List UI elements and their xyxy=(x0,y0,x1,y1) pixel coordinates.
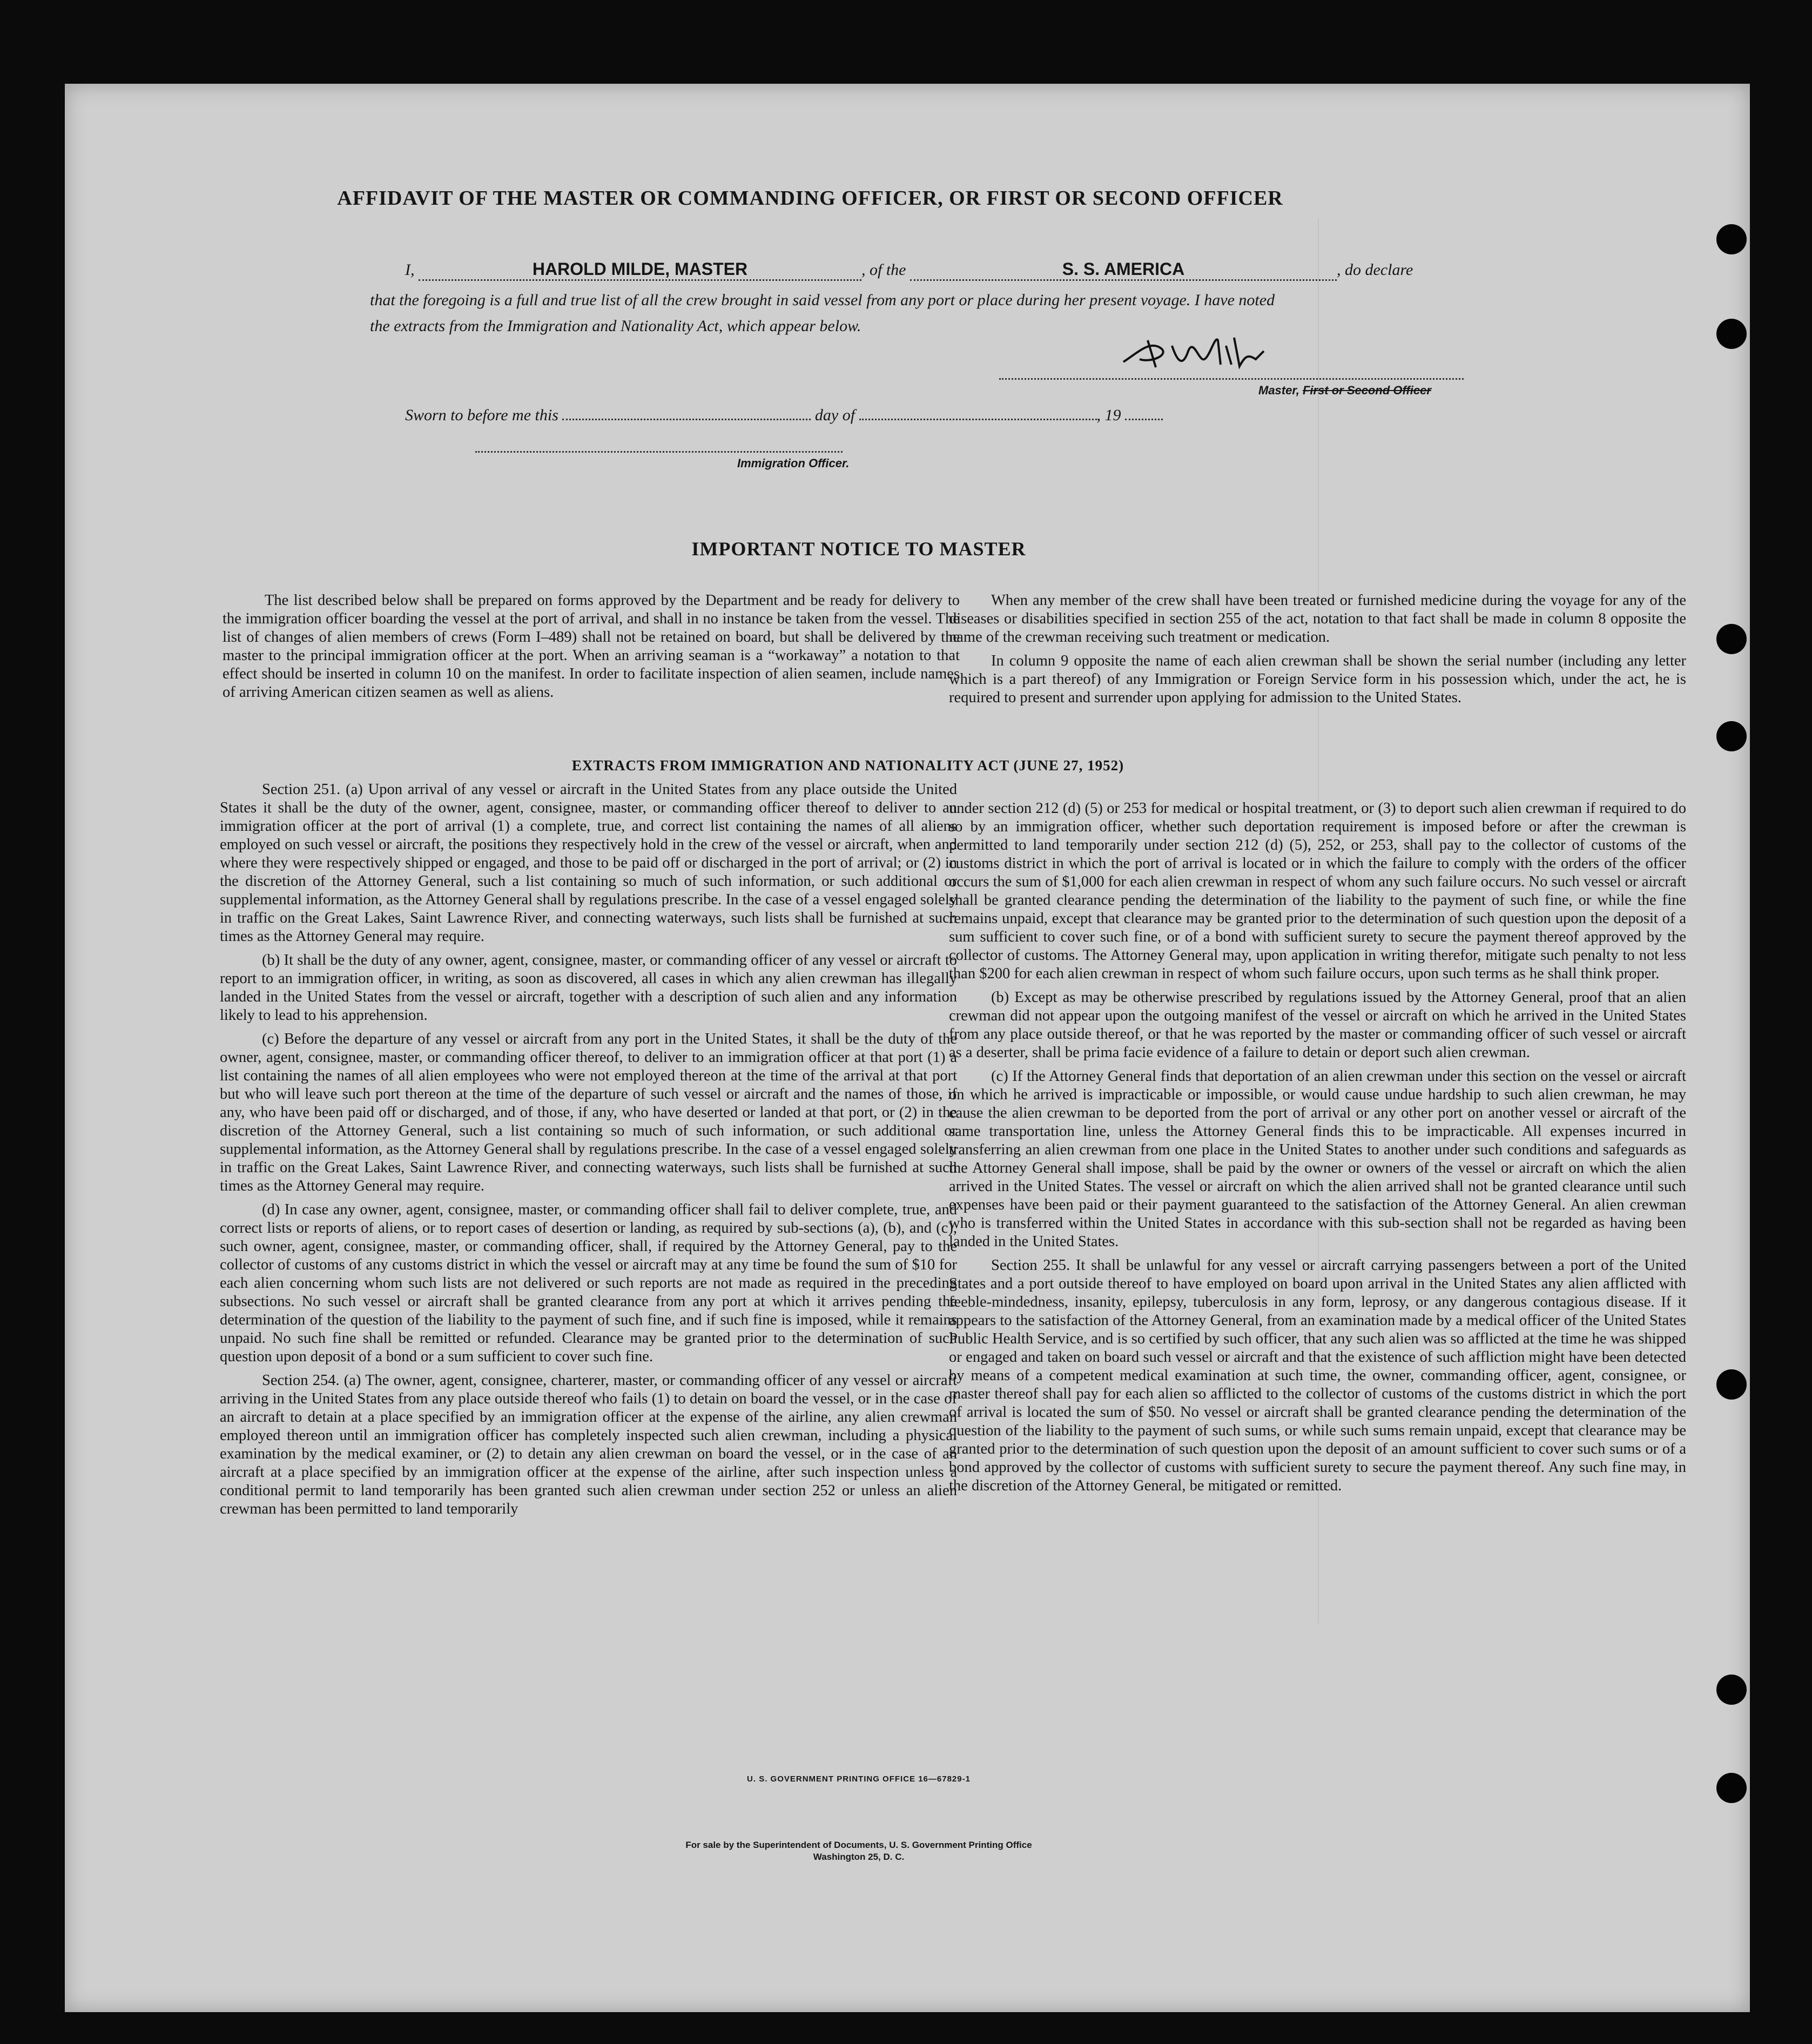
extract-left-section-251c: (c) Before the departure of any vessel or aircraft from any port in the United States, it shall be the duty of the owner, agent, consignee, master, or commanding officer thereof, to deliver to an immigration officer at that port (1) a list containing the names of all alien employees who were not employed thereon at the time of the arrival at that port but who will leave such port thereon at the time of the departure of such vessel or aircraft and the names of those, if any, who have been paid off or discharged, and of those, if any, who have deserted or landed at that port, or (2) in the discretion of the Attorney General, such a list containing so much of such information, or such additional or supplemental information, as the Attorney General shall by regulations prescribe. In the case of a vessel engaged solely in traffic on the Great Lakes, Saint Lawrence River, and connecting waterways, such lists shall be furnished at such times as the Attorney General may require. xyxy=(220,1031,957,1194)
binder-hole xyxy=(1716,1369,1747,1400)
first-second-officer-struck: First or Second Officer xyxy=(1302,384,1431,397)
extracts-right-column xyxy=(949,799,1686,1501)
master-label: Master, xyxy=(1258,384,1299,397)
vessel-field[interactable]: S. S. AMERICA xyxy=(910,259,1337,281)
extracts-left-column xyxy=(220,781,957,1524)
of-the-label: , of the xyxy=(861,261,906,279)
binder-hole xyxy=(1716,721,1747,751)
binder-hole xyxy=(1716,1773,1747,1803)
extract-left-section-251a: Section 251. (a) Upon arrival of any vessel or aircraft in the United States from any place outside the United States it shall be the duty of the owner, agent, consignee, master, or commanding officer thereof to deliver to an immigration officer at the port of arrival (1) a complete, true, and correct list containing the names of all aliens employed on such vessel or aircraft, the positions they respectively hold in the crew of the vessel or aircraft, when and where they were respectively shipped or engaged, and those to be paid off or discharged in the port of arrival; or (2) in the discretion of the Attorney General, such a list containing so much of such information, or such additional or supplemental information, as the Attorney General shall by regulations prescribe. In the case of a vessel engaged solely in traffic on the Great Lakes, Saint Lawrence River, and connecting waterways, such lists shall be furnished at such times as the Attorney General may require. xyxy=(220,781,957,945)
extract-left-section-251d: (d) In case any owner, agent, consignee, master, or commanding officer shall fail to deliver complete, true, and correct lists or reports of aliens, or to report cases of desertion or landing, as required by sub-sections (a), (b), and (c), such owner, agent, consignee, master, or commanding officer, shall, if required by the Attorney General, pay to the collector of customs of any customs district in which the vessel or aircraft may at any time be found the sum of $10 for each alien concerning whom such lists are not delivered or such reports are not made as required in the preceding subsections. No such vessel or aircraft shall be granted clearance from any port at which it arrives pending the determination of the question of the liability to the payment of such fine, and if such fine is imposed, while it remains unpaid. No such fine shall be remitted or refunded. Clearance may be granted prior to the determination of such question upon deposit of a bond or a sum sufficient to cover such fine. xyxy=(220,1201,957,1365)
notice-right-paragraph-2: In column 9 opposite the name of each alien crewman shall be shown the serial number (including any letter which is a part thereof) of any Immigration or Foreign Service form in his possession which, under the act, he is required to present and surrender upon applying for admission to the United States. xyxy=(949,653,1686,706)
binder-hole xyxy=(1716,624,1747,654)
affidavit-title: AFFIDAVIT OF THE MASTER OR COMMANDING OFFICER, OR FIRST OR SECOND OFFICER xyxy=(337,187,1283,210)
extract-left-section-254a: Section 254. (a) The owner, agent, consignee, charterer, master, or commanding officer of any vessel or aircraft arriving in the United States from any place outside thereof who fails (1) to detain on board the vessel, or in the case of an aircraft to detain at a place specified by an immigration officer at the expense of the airline, any alien crewman employed thereon until an immigration officer has completely inspected such alien crewman, including a physical examination by the medical examiner, or (2) to detain any alien crewman on board the vessel, or in the case of an aircraft at a place specified by an immigration officer at the expense of the airline, after such inspection unless a conditional permit to land temporarily has been granted such alien crewman under section 252 or unless an alien crewman has been permitted to land temporarily xyxy=(220,1372,957,1517)
binder-hole xyxy=(1716,1675,1747,1705)
sworn-day-field[interactable] xyxy=(562,402,811,420)
master-caption xyxy=(1258,384,1431,398)
notice-right-column xyxy=(949,591,1686,712)
immigration-officer-line xyxy=(475,451,843,453)
extract-right-section-254a-cont: under section 212 (d) (5) or 253 for medical or hospital treatment, or (3) to deport such alien crewman if required to do so by an immigration officer, whether such deportation requirement is imposed before or after the crewman is permitted to land temporarily under section 212 (d) (5), 252, or 253, shall pay to the collector of customs of the customs district in which the port of arrival is located or in which the failure to comply with the orders of the officer occurs the sum of $1,000 for each alien crewman in respect of whom any such failure occurs. No such vessel or aircraft shall be granted clearance pending the determination of the liability to the payment of such fine, or while the fine remains unpaid, except that clearance may be granted prior to the determination of such question upon the deposit of a sum sufficient to cover such fine, or of a bond with sufficient surety to secure the payment thereof approved by the collector of customs. The Attorney General may, upon application in writing therefor, mitigate such penalty to not less than $200 for each alien crewman in respect of whom such failure occurs, upon such terms as he shall think proper. xyxy=(949,800,1686,982)
notice-right-paragraph-1: When any member of the crew shall have been treated or furnished medicine during the voyage for any of the diseases or disabilities specified in section 255 of the act, notation to that fact shall be made in column 8 opposite the name of the crewman receiving such treatment or medication. xyxy=(949,592,1686,646)
name-field[interactable]: HAROLD MILDE, MASTER xyxy=(419,259,861,281)
do-declare-label: , do declare xyxy=(1337,261,1413,279)
sale-notice-line1: For sale by the Superintendent of Documents, U. S. Government Printing Office xyxy=(685,1840,1032,1850)
year-label: , 19 xyxy=(1096,406,1121,424)
declaration-body-line1: that the foregoing is a full and true list of all the crew brought in said vessel from any port or place during her present voyage. I have noted xyxy=(370,291,1275,309)
day-of-label: day of xyxy=(814,406,856,424)
sale-notice-line2: Washington 25, D. C. xyxy=(813,1852,905,1862)
extract-right-section-255: Section 255. It shall be unlawful for any vessel or aircraft carrying passengers between a port of the United States and a port outside thereof to have employed on board upon arrival in the United States any alien afflicted with feeble-mindedness, insanity, epilepsy, tuberculosis in any form, leprosy, or any dangerous contagious disease. If it appears to the satisfaction of the Attorney General, from an examination made by a medical officer of the United States Public Health Service, and is so certified by such officer, that any such alien was so afflicted at the time he was shipped or engaged and taken on board such vessel or aircraft and that the existence of such affliction might have been detected by means of a competent medical examination at such time, the owner, commanding officer, agent, consignee, or master thereof shall pay for each alien so afflicted to the collector of customs of the customs district in which the port of arrival is located the sum of $50. No vessel or aircraft shall be granted clearance pending the determination of the question of the liability to the payment of such sums, or while such sums remain unpaid, except that clearance may be granted prior to the determination of such question upon the deposit of an amount sufficient to cover such sums or of a bond approved by the collector of customs with sufficient surety to secure the payment thereof. Any such fine may, in the discretion of the Attorney General, be mitigated or remitted. xyxy=(949,1257,1686,1494)
declaration-line xyxy=(405,259,1550,281)
gpo-imprint: U. S. GOVERNMENT PRINTING OFFICE 16—67829-1 xyxy=(747,1774,971,1784)
sworn-line xyxy=(405,402,1323,425)
immigration-officer-label: Immigration Officer. xyxy=(737,456,850,470)
notice-title: IMPORTANT NOTICE TO MASTER xyxy=(691,538,1026,560)
sworn-month-field[interactable] xyxy=(859,402,1097,420)
extract-right-section-254b: (b) Except as may be otherwise prescribed by regulations issued by the Attorney General, proof that an alien crewman did not appear upon the outgoing manifest of the vessel or aircraft on which he arrived in the United States from any place outside thereof, or that he was reported by the master or commanding officer of such vessel or aircraft as a deserter, shall be prima facie evidence of a failure to detain or deport such alien crewman. xyxy=(949,989,1686,1061)
binder-hole xyxy=(1716,319,1747,349)
extracts-title: EXTRACTS FROM IMMIGRATION AND NATIONALITY ACT (JUNE 27, 1952) xyxy=(571,757,1124,774)
signature-line xyxy=(999,378,1464,380)
sworn-year-field[interactable] xyxy=(1125,402,1163,420)
signature xyxy=(1118,330,1291,378)
binder-hole xyxy=(1716,224,1747,254)
signature-scribble xyxy=(1118,330,1291,378)
extract-right-section-254c: (c) If the Attorney General finds that deportation of an alien crewman under this section on the vessel or aircraft on which he arrived is impracticable or impossible, or would cause undue hardship to such alien crewman, he may cause the alien crewman to be deported from the port of arrival or any other port on another vessel or aircraft of the same transportation line, unless the Attorney General finds this to be impracticable. All expenses incurred in transferring an alien crewman from one place in the United States to another under such conditions and safeguards as the Attorney General shall impose, shall be paid by the owner or owners of the vessel or aircraft on which the alien arrived in the United States. The vessel or aircraft on which the alien arrived shall not be granted clearance until such expenses have been paid or their payment guaranteed to the satisfaction of the Attorney General. An alien crewman who is transferred within the United States in accordance with this sub-section shall not be regarded as having been landed in the United States. xyxy=(949,1068,1686,1250)
declaration-body-line2: the extracts from the Immigration and Nationality Act, which appear below. xyxy=(370,317,861,335)
i-label: I, xyxy=(405,261,415,279)
notice-left-paragraph: The list described below shall be prepared on forms approved by the Department and be ready for delivery to the immigration officer boarding the vessel at the port of arrival, and shall in no instance be taken from the vessel. The list of changes of alien members of crews (Form I–489) shall not be retained on board, but shall be delivered by the master to the principal immigration officer at the port. When an arriving seaman is a “workaway” a notation to that effect should be inserted in column 10 on the manifest. In order to facilitate inspection of alien seamen, include names of arriving American citizen seamen as well as aliens. xyxy=(223,592,960,701)
sworn-label: Sworn to before me this xyxy=(405,406,558,424)
sale-notice xyxy=(65,1839,1653,1863)
document-page xyxy=(65,84,1750,2012)
notice-left-column xyxy=(223,591,960,707)
extract-left-section-251b: (b) It shall be the duty of any owner, agent, consignee, master, or commanding officer of any vessel or aircraft to report to an immigration officer, in writing, as soon as discovered, all cases in which any alien crewman has illegally landed in the United States from the vessel or aircraft, together with a description of such alien and any information likely to lead to his apprehension. xyxy=(220,952,957,1024)
